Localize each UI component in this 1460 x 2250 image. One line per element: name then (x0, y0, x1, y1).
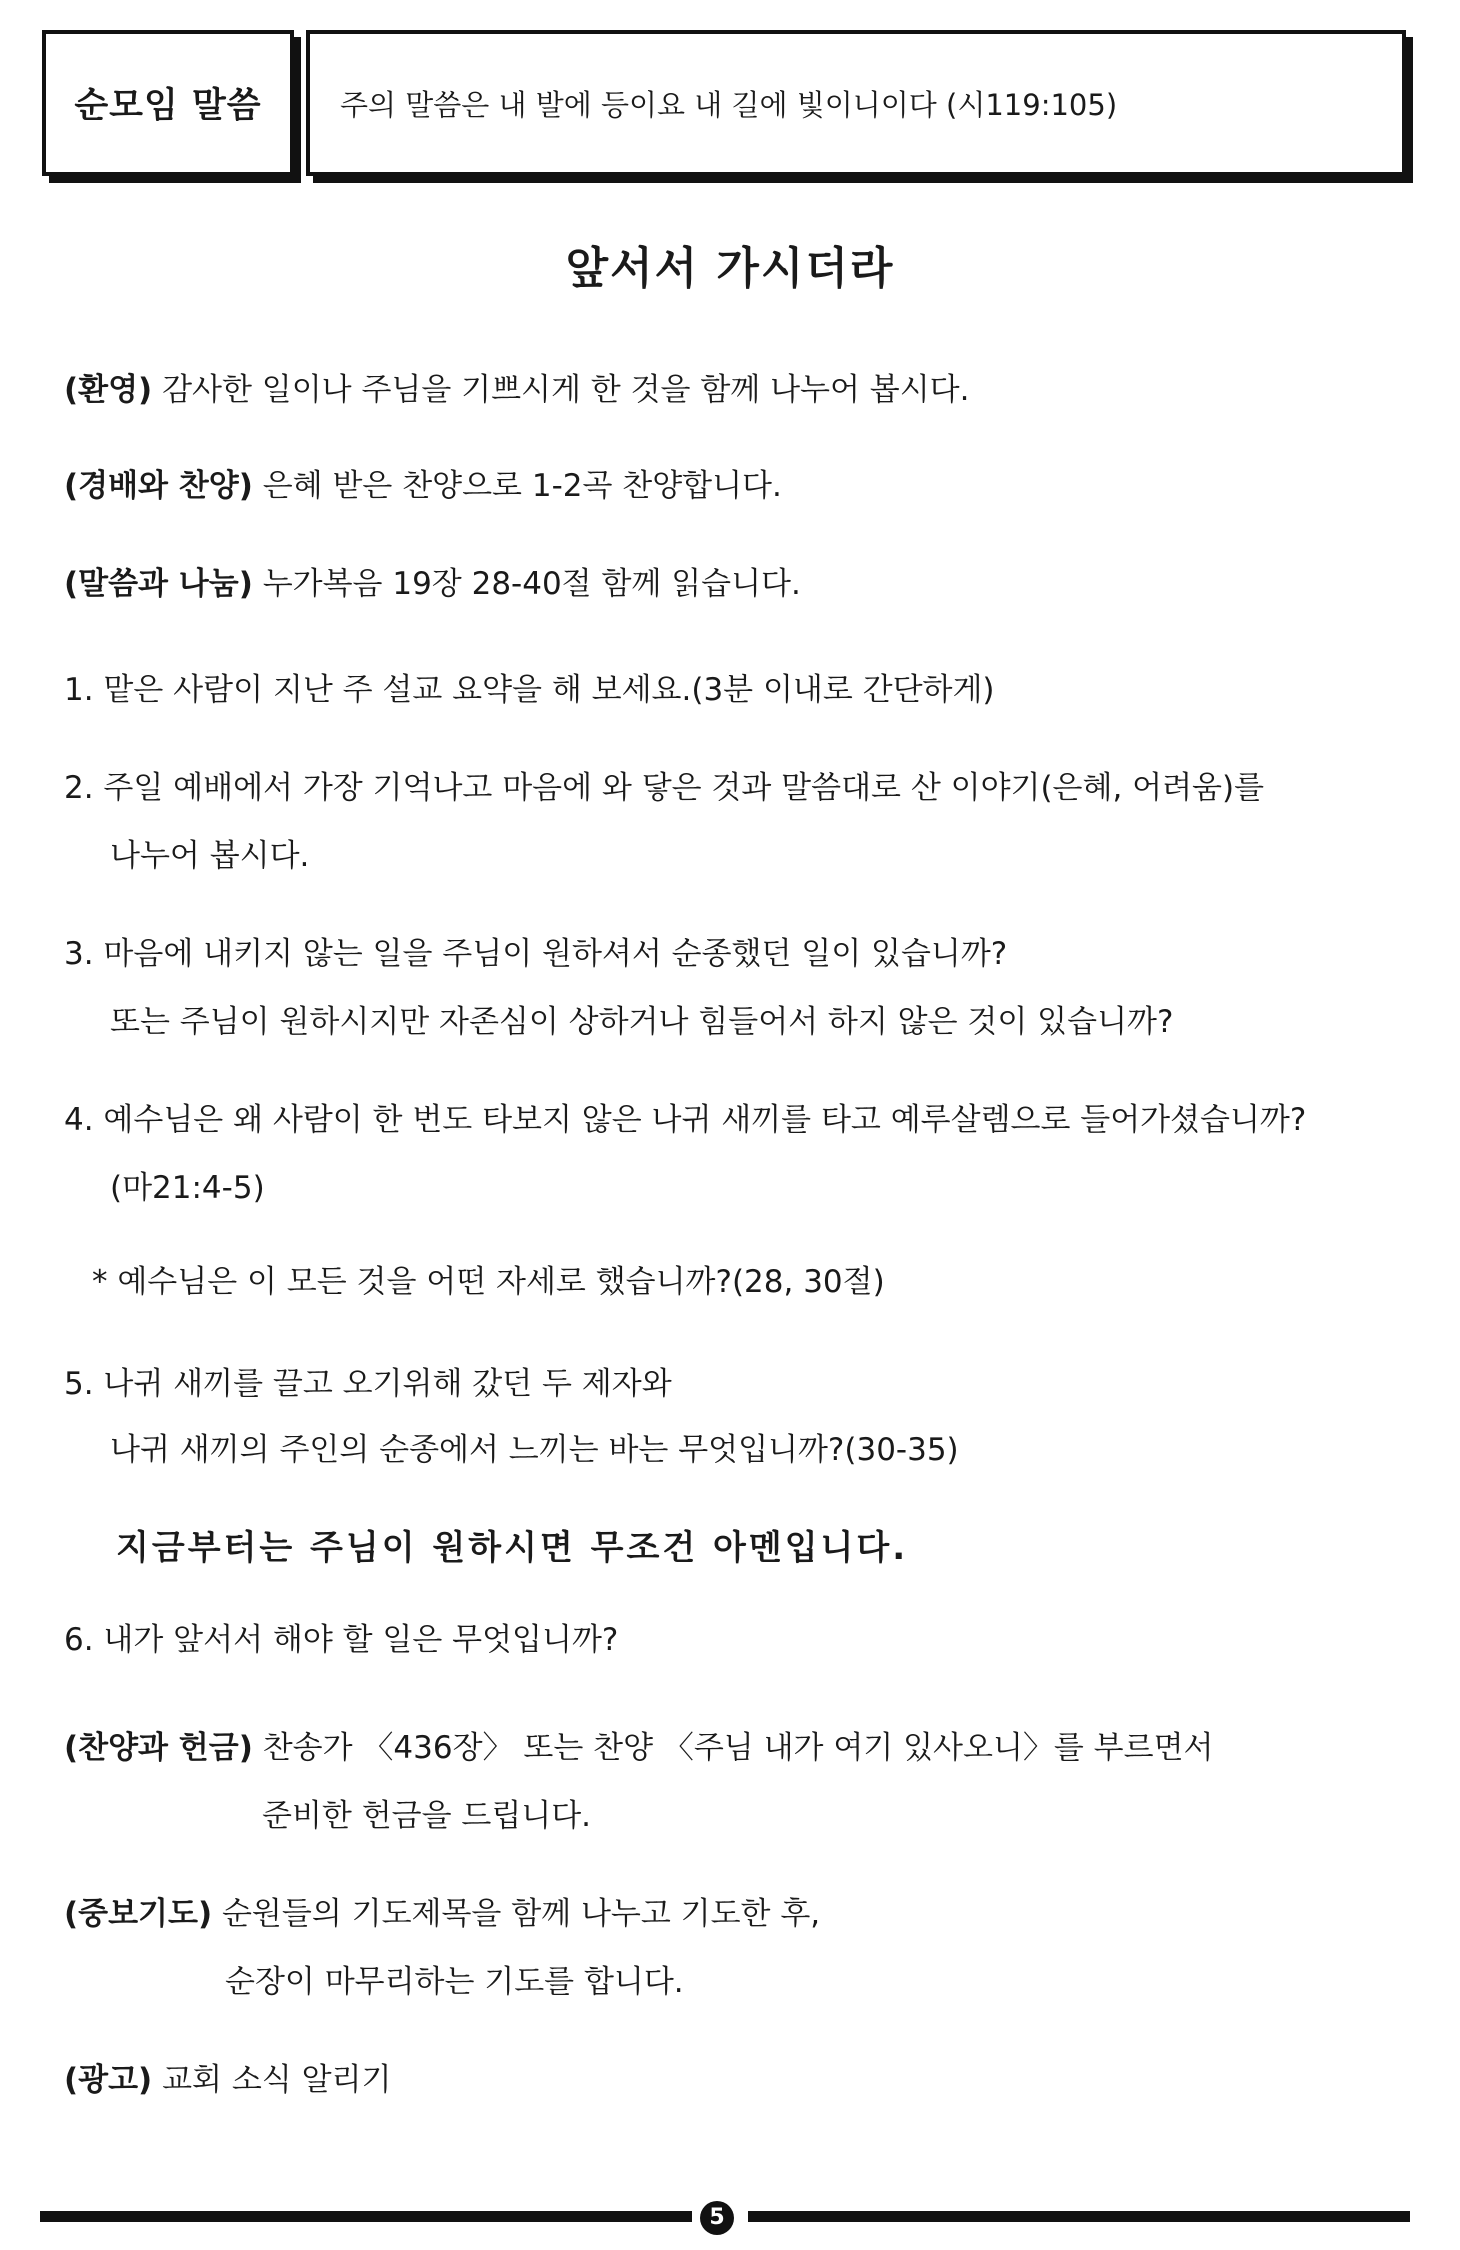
header-label-box (42, 30, 294, 176)
page-title: 앞서서 가시더라 (565, 243, 895, 294)
section-offering-cont: 준비한 헌금을 드립니다. (262, 1798, 592, 1834)
section-tag: (경배와 찬양) (64, 468, 253, 504)
section-notice (64, 2060, 391, 2100)
question-4-note: * 예수님은 이 모든 것을 어떤 자세로 했습니까?(28, 30절) (92, 1264, 885, 1300)
section-text: 누가복음 19장 28-40절 함께 읽습니다. (252, 566, 801, 602)
section-tag: (광고) (64, 2062, 153, 2098)
section-text: 찬송가 〈436장〉 또는 찬양 〈주님 내가 여기 있사오니〉를 부르면서 (252, 1730, 1214, 1766)
emphasis-statement: 지금부터는 주님이 원하시면 무조건 아멘입니다. (116, 1528, 909, 1568)
section-tag: (환영) (64, 372, 153, 408)
question-1: 1. 맡은 사람이 지난 주 설교 요약을 해 보세요.(3분 이내로 간단하게) (64, 672, 995, 708)
section-prayer (64, 1894, 820, 1934)
question-6: 6. 내가 앞서서 해야 할 일은 무엇입니까? (64, 1622, 619, 1658)
question-5-cont: 나귀 새끼의 주인의 순종에서 느끼는 바는 무엇입니까?(30-35) (110, 1432, 959, 1468)
section-text: 순원들의 기도제목을 함께 나누고 기도한 후, (212, 1896, 821, 1932)
section-text: 교회 소식 알리기 (152, 2062, 392, 2098)
section-tag: (중보기도) (64, 1896, 213, 1932)
question-2: 2. 주일 예배에서 가장 기억나고 마음에 와 닿은 것과 말씀대로 산 이야기(은혜, 어려움)를 (64, 770, 1265, 806)
footer (40, 2205, 1410, 2231)
header-label: 순모임 말씀 (74, 86, 262, 126)
section-word (64, 564, 801, 604)
question-4-cont: (마21:4-5) (110, 1170, 265, 1206)
footer-rule-right (748, 2211, 1410, 2220)
question-4: 4. 예수님은 왜 사람이 한 번도 타보지 않은 나귀 새끼를 타고 예루살렘으로 들어가셨습니까? (64, 1102, 1307, 1138)
page-number: 5 (700, 2201, 734, 2235)
footer-rule-left (40, 2211, 692, 2220)
section-worship (64, 466, 782, 506)
question-3-cont: 또는 주님이 원하시지만 자존심이 상하거나 힘들어서 하지 않은 것이 있습니까? (110, 1004, 1174, 1040)
section-tag: (말씀과 나눔) (64, 566, 253, 602)
question-3: 3. 마음에 내키지 않는 일을 주님이 원하셔서 순종했던 일이 있습니까? (64, 936, 1008, 972)
section-text: 은혜 받은 찬양으로 1-2곡 찬양합니다. (252, 468, 782, 504)
section-offering (64, 1728, 1213, 1768)
section-tag: (찬양과 헌금) (64, 1730, 253, 1766)
header-verse-box (306, 30, 1406, 176)
question-5: 5. 나귀 새끼를 끌고 오기위해 갔던 두 제자와 (64, 1366, 672, 1402)
section-welcome (64, 370, 969, 410)
header-verse: 주의 말씀은 내 발에 등이요 내 길에 빛이니이다 (시119:105) (340, 87, 1118, 122)
header (42, 30, 1414, 186)
question-2-cont: 나누어 봅시다. (110, 838, 310, 874)
section-text: 감사한 일이나 주님을 기쁘시게 한 것을 함께 나누어 봅시다. (152, 372, 970, 408)
section-prayer-cont: 순장이 마무리하는 기도를 합니다. (225, 1964, 684, 2000)
